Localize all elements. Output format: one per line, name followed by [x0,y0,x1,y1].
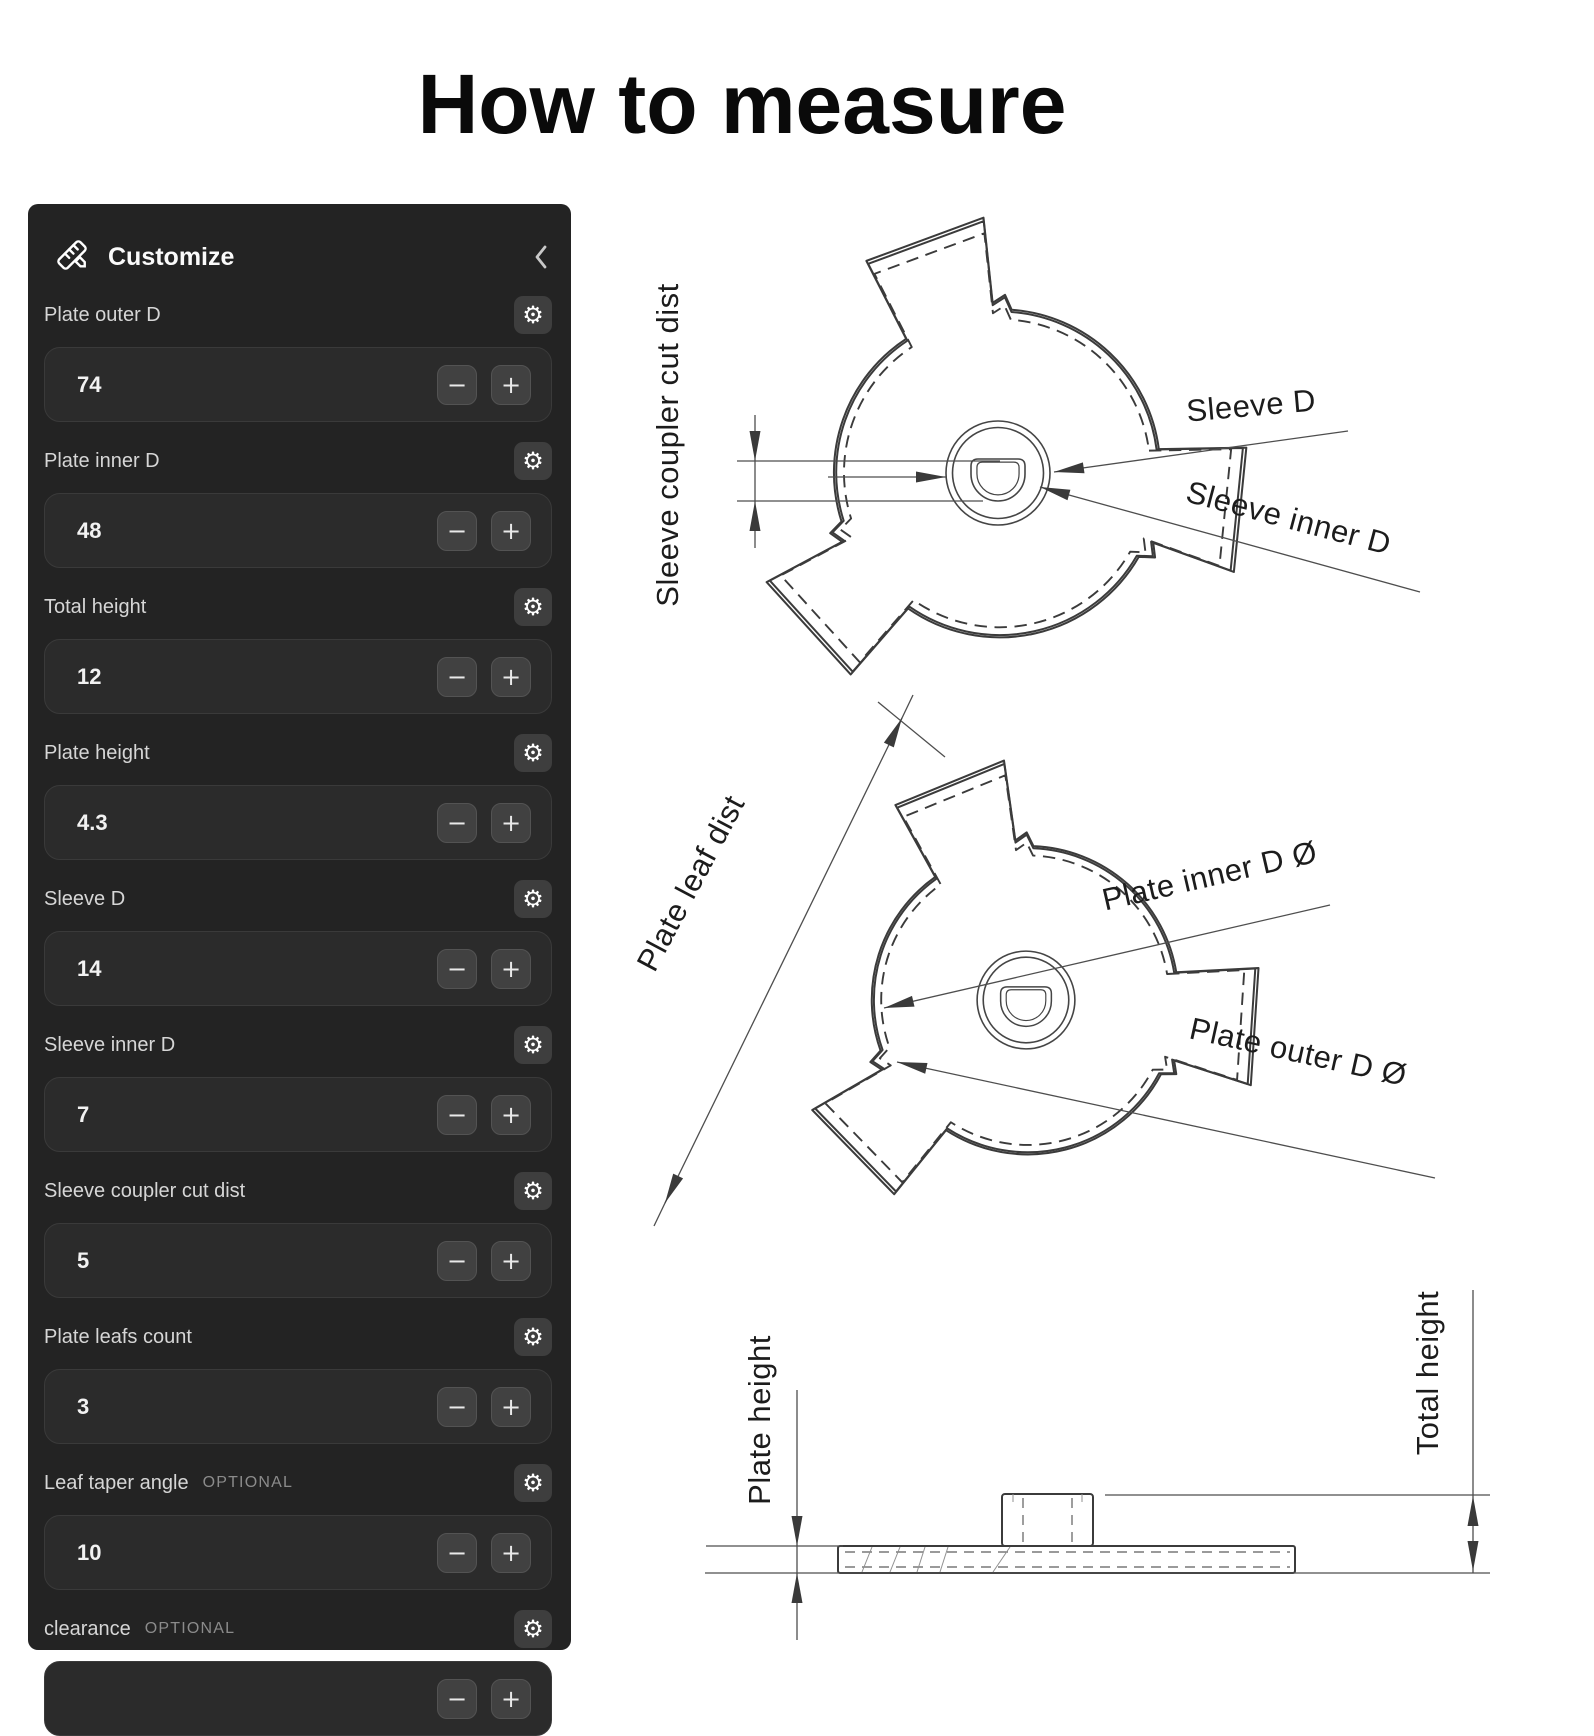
decrement-button[interactable]: − [437,511,477,551]
increment-button[interactable]: + [491,1533,531,1573]
label-plate-height: Plate height [742,1335,777,1505]
field-label: Plate inner D [44,449,160,472]
decrement-button[interactable]: − [437,365,477,405]
label-total-height: Total height [1410,1290,1445,1456]
increment-button[interactable]: + [491,657,531,697]
gear-icon: ⚙ [522,1323,544,1351]
field-input[interactable] [44,1661,552,1736]
field-value: 12 [77,663,102,689]
field-value: 4.3 [77,809,108,835]
decrement-button[interactable]: − [437,803,477,843]
label-sleeve-inner-d: Sleeve inner D [1182,474,1395,562]
gear-button[interactable] [514,296,552,334]
field-label-row [44,1610,552,1648]
field-input[interactable] [44,1369,552,1444]
field-label-row [44,880,552,918]
field-label-row [44,442,552,480]
field-label: Sleeve D [44,887,126,910]
label-sleeve-coupler-cut-dist: Sleeve coupler cut dist [650,283,685,607]
label-plate-leaf-dist: Plate leaf dist [629,789,752,977]
increment-button[interactable]: + [491,803,531,843]
label-sleeve-d: Sleeve D [1184,382,1318,429]
decrement-button[interactable]: − [437,1095,477,1135]
decrement-button[interactable]: − [437,1533,477,1573]
field-clearance [44,1610,552,1736]
panel-title: Customize [108,242,235,271]
field-value: 7 [77,1101,90,1127]
gear-button[interactable] [514,1318,552,1356]
field-label: Sleeve coupler cut dist [44,1179,246,1202]
top-view-plate-dims [812,761,1258,1195]
field-value: 3 [77,1393,90,1419]
increment-button[interactable]: + [491,511,531,551]
field-label: Total height [44,595,147,618]
gear-icon: ⚙ [522,593,544,621]
gear-button[interactable] [514,588,552,626]
increment-button[interactable]: + [491,1241,531,1281]
decrement-button[interactable]: − [437,949,477,989]
field-input[interactable] [44,347,552,422]
decrement-button[interactable]: − [437,1241,477,1281]
decrement-button[interactable]: − [437,1679,477,1719]
increment-button[interactable]: + [491,1387,531,1427]
field-sleeve-d [44,880,552,1006]
field-sleeve-coupler-cut-dist [44,1172,552,1298]
top-view-sleeve-dims [767,218,1247,675]
field-input[interactable] [44,493,552,568]
side-view [838,1494,1295,1573]
gear-icon: ⚙ [522,1177,544,1205]
parameter-list [28,292,571,1736]
increment-button[interactable]: + [491,1679,531,1719]
field-label-row [44,1464,552,1502]
field-label-row [44,734,552,772]
increment-button[interactable]: + [491,949,531,989]
ruler-pencil-icon [54,237,90,278]
field-plate-height [44,734,552,860]
decrement-button[interactable]: − [437,1387,477,1427]
field-value: 10 [77,1539,102,1565]
gear-button[interactable] [514,880,552,918]
gear-icon: ⚙ [522,301,544,329]
gear-button[interactable] [514,442,552,480]
field-input[interactable] [44,785,552,860]
field-label-row [44,296,552,334]
decrement-button[interactable]: − [437,657,477,697]
field-label: Plate leafs count [44,1325,192,1348]
field-leaf-taper-angle [44,1464,552,1590]
field-label: Plate outer D [44,303,161,326]
label-plate-outer-d: Plate outer D Ø [1186,1010,1411,1093]
field-input[interactable] [44,639,552,714]
page-title: How to measure [417,57,1067,152]
field-input[interactable] [44,1077,552,1152]
optional-badge: OPTIONAL [144,1620,236,1637]
field-label-row [44,588,552,626]
optional-badge: OPTIONAL [202,1474,294,1491]
field-plate-inner-d [44,442,552,568]
gear-icon: ⚙ [522,885,544,913]
gear-button[interactable] [514,1464,552,1502]
label-plate-inner-d: Plate inner D Ø [1098,834,1321,918]
field-input[interactable] [44,931,552,1006]
field-label: Leaf taper angle [44,1471,189,1494]
gear-button[interactable] [514,1610,552,1648]
field-value: 14 [77,955,102,981]
increment-button[interactable]: + [491,365,531,405]
field-label-row [44,1172,552,1210]
customize-panel [28,204,571,1713]
field-input[interactable] [44,1223,552,1298]
gear-icon: ⚙ [522,447,544,475]
dimension-lines [654,415,1490,1640]
field-label: Plate height [44,741,150,764]
field-plate-leafs-count [44,1318,552,1444]
collapse-panel-button[interactable] [533,243,549,271]
gear-icon: ⚙ [522,1469,544,1497]
gear-button[interactable] [514,734,552,772]
field-label-row [44,1318,552,1356]
field-value: 5 [77,1247,90,1273]
field-total-height [44,588,552,714]
field-label-row [44,1026,552,1064]
gear-icon: ⚙ [522,739,544,767]
field-plate-outer-d [44,296,552,422]
gear-icon: ⚙ [522,1615,544,1643]
field-input[interactable] [44,1515,552,1590]
field-sleeve-inner-d [44,1026,552,1152]
panel-header [28,204,571,292]
field-label: Sleeve inner D [44,1033,176,1056]
field-value: 74 [77,371,102,397]
field-value: 48 [77,517,102,543]
gear-icon: ⚙ [522,1031,544,1059]
gear-button[interactable] [514,1026,552,1064]
field-label: clearance [44,1617,131,1640]
increment-button[interactable]: + [491,1095,531,1135]
gear-button[interactable] [514,1172,552,1210]
